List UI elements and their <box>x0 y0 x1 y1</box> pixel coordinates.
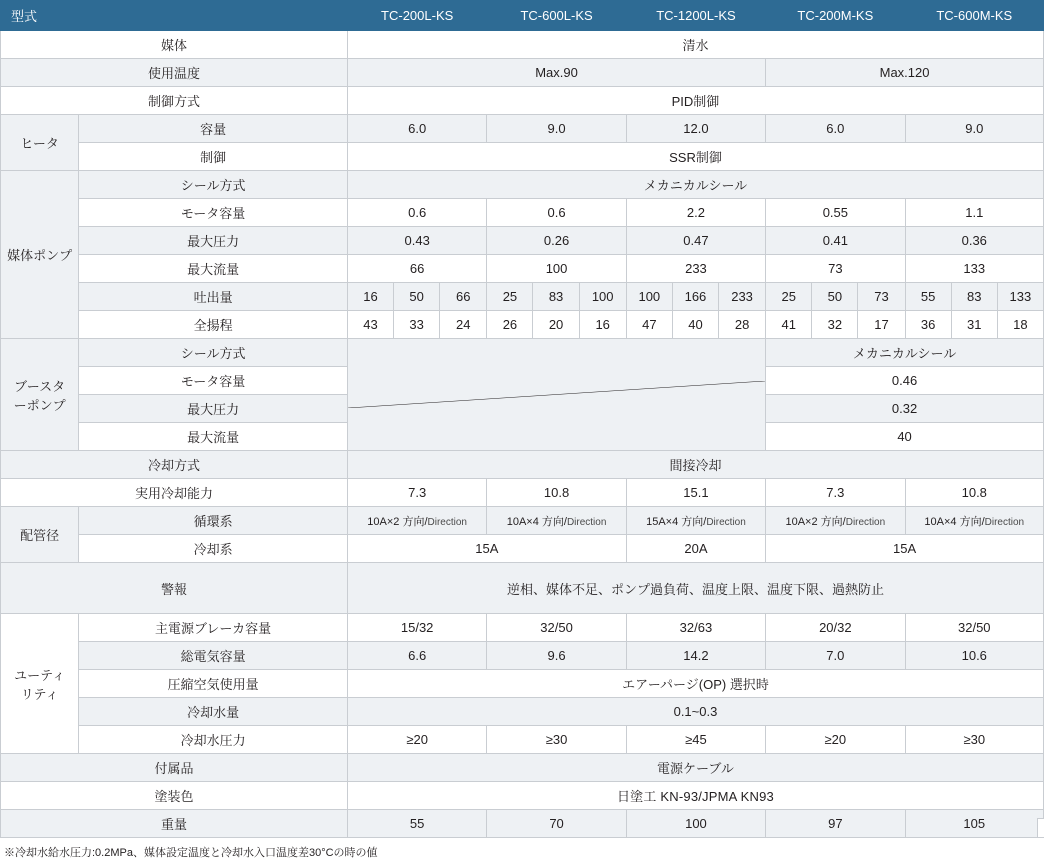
pump-discharge-4c: 73 <box>858 283 905 311</box>
row-label-pump-motor: モータ容量 <box>79 199 348 227</box>
pump-discharge-3b: 166 <box>672 283 718 311</box>
row-alarm <box>1 563 1044 614</box>
piping-size-5: 10A×4 方向/ <box>924 515 985 528</box>
pump-motor-1: 0.6 <box>347 199 486 227</box>
row-heater-control <box>1 143 1044 171</box>
row-utility-water-pressure <box>1 726 1044 754</box>
row-label-heater-control: 制御 <box>79 143 348 171</box>
pump-max-pressure-2: 0.26 <box>487 227 626 255</box>
cooling-capacity-1: 7.3 <box>347 479 486 507</box>
pump-motor-2: 0.6 <box>487 199 626 227</box>
value-alarm: 逆相、媒体不足、ポンプ過負荷、温度上限、温度下限、過熱防止 <box>347 563 1043 614</box>
weight-3: 100 <box>626 810 765 838</box>
row-label-piping-circulation: 循環系 <box>79 507 348 535</box>
row-paint-color <box>1 782 1044 810</box>
pump-motor-5: 1.1 <box>905 199 1043 227</box>
row-label-booster-max-flow: 最大流量 <box>79 423 348 451</box>
row-label-booster-motor: モータ容量 <box>79 367 348 395</box>
value-utility-water-volume: 0.1~0.3 <box>347 698 1043 726</box>
utility-label-line1: ユーティ <box>14 667 66 683</box>
pump-discharge-1c: 66 <box>440 283 487 311</box>
pump-discharge-3c: 233 <box>719 283 766 311</box>
pump-max-pressure-5: 0.36 <box>905 227 1043 255</box>
utility-label-line2: リティ <box>20 686 59 702</box>
row-label-pump-max-pressure: 最大圧力 <box>79 227 348 255</box>
booster-label-line1: ブースタ <box>14 378 66 394</box>
piping-circulation-2 <box>487 507 626 535</box>
row-piping-cooling <box>1 535 1044 563</box>
utility-breaker-1: 15/32 <box>347 614 486 642</box>
row-label-alarm: 警報 <box>1 563 348 614</box>
utility-total-power-3: 14.2 <box>626 642 765 670</box>
pump-motor-3: 2.2 <box>626 199 765 227</box>
header-model-1: TC-200L-KS <box>347 1 486 31</box>
pump-discharge-4a: 25 <box>766 283 812 311</box>
row-label-utility-air: 圧縮空気使用量 <box>79 670 348 698</box>
pump-motor-4: 0.55 <box>766 199 905 227</box>
weight-4: 97 <box>766 810 905 838</box>
value-pump-seal: メカニカルシール <box>347 171 1043 199</box>
pump-max-flow-2: 100 <box>487 255 626 283</box>
row-label-temperature: 使用温度 <box>1 59 348 87</box>
pump-discharge-1b: 50 <box>394 283 440 311</box>
header-model-4: TC-200M-KS <box>766 1 905 31</box>
piping-cooling-2: 20A <box>626 535 765 563</box>
pump-head-5a: 36 <box>905 311 951 339</box>
piping-size-2: 10A×4 方向/ <box>506 515 567 528</box>
group-label-piping: 配管径 <box>1 507 79 563</box>
value-paint-color: 日塗工 KN-93/JPMA KN93 <box>347 782 1043 810</box>
pump-discharge-2c: 100 <box>579 283 626 311</box>
row-label-pump-max-flow: 最大流量 <box>79 255 348 283</box>
piping-circulation-3 <box>626 507 765 535</box>
piping-dir-3: Direction <box>706 516 746 528</box>
value-temperature-l: Max.90 <box>347 59 765 87</box>
row-label-booster-seal: シール方式 <box>79 339 348 367</box>
piping-cooling-3: 15A <box>766 535 1044 563</box>
row-label-cooling-capacity: 実用冷却能力 <box>1 479 348 507</box>
row-control-method <box>1 87 1044 115</box>
pump-max-flow-5: 133 <box>905 255 1043 283</box>
value-booster-max-flow: 40 <box>766 423 1044 451</box>
footnote: ※冷却水給水圧力:0.2MPa、媒体設定温度と冷却水入口温度差30°Cの時の値 <box>4 847 378 859</box>
pump-discharge-4b: 50 <box>812 283 858 311</box>
pump-discharge-5b: 83 <box>951 283 997 311</box>
row-utility-total-power <box>1 642 1044 670</box>
header-model-label: 型式 <box>1 1 348 31</box>
pump-discharge-5c: 133 <box>997 283 1043 311</box>
pump-head-1a: 43 <box>347 311 393 339</box>
value-booster-max-pressure: 0.32 <box>766 395 1044 423</box>
piping-dir-2: Direction <box>566 516 607 528</box>
utility-breaker-4: 20/32 <box>766 614 905 642</box>
value-booster-seal: メカニカルシール <box>766 339 1044 367</box>
utility-water-pressure-2: ≥30 <box>487 726 626 754</box>
row-label-control-method: 制御方式 <box>1 87 348 115</box>
row-label-pump-seal: シール方式 <box>79 171 348 199</box>
piping-size-4: 10A×2 方向/ <box>785 515 846 528</box>
utility-breaker-5: 32/50 <box>905 614 1043 642</box>
value-temperature-m: Max.120 <box>766 59 1044 87</box>
value-control-method: PID制御 <box>347 87 1043 115</box>
pump-head-3a: 47 <box>626 311 672 339</box>
pump-head-4c: 17 <box>858 311 905 339</box>
row-label-booster-max-pressure: 最大圧力 <box>79 395 348 423</box>
piping-dir-1: Direction <box>427 516 467 528</box>
weight-2: 70 <box>487 810 626 838</box>
utility-breaker-3: 32/63 <box>626 614 765 642</box>
cooling-capacity-3: 15.1 <box>626 479 765 507</box>
piping-circulation-5 <box>905 507 1043 535</box>
utility-total-power-2: 9.6 <box>487 642 626 670</box>
row-pump-head <box>1 311 1044 339</box>
pump-head-3b: 40 <box>672 311 718 339</box>
row-pump-seal <box>1 171 1044 199</box>
row-temperature <box>1 59 1044 87</box>
weight-5: 105 <box>905 810 1043 838</box>
pump-head-5c: 18 <box>997 311 1043 339</box>
row-label-paint-color: 塗装色 <box>1 782 348 810</box>
row-medium <box>1 31 1044 59</box>
heater-capacity-3: 12.0 <box>626 115 765 143</box>
utility-total-power-4: 7.0 <box>766 642 905 670</box>
not-applicable-diagonal <box>347 339 765 451</box>
page-edge-marker <box>1037 818 1044 838</box>
row-label-pump-head: 全揚程 <box>79 311 348 339</box>
row-pump-motor <box>1 199 1044 227</box>
header-model-2: TC-600L-KS <box>487 1 626 31</box>
heater-capacity-5: 9.0 <box>905 115 1043 143</box>
group-label-heater: ヒータ <box>1 115 79 171</box>
piping-size-3: 15A×4 方向/ <box>646 515 707 528</box>
utility-water-pressure-3: ≥45 <box>626 726 765 754</box>
row-label-utility-total-power: 総電気容量 <box>79 642 348 670</box>
value-medium: 清水 <box>347 31 1043 59</box>
piping-dir-4: Direction <box>845 516 886 528</box>
row-label-utility-breaker: 主電源ブレーカ容量 <box>79 614 348 642</box>
row-label-piping-cooling: 冷却系 <box>79 535 348 563</box>
pump-max-flow-3: 233 <box>626 255 765 283</box>
utility-water-pressure-5: ≥30 <box>905 726 1043 754</box>
group-label-medium-pump: 媒体ポンプ <box>1 171 79 339</box>
utility-total-power-1: 6.6 <box>347 642 486 670</box>
utility-water-pressure-1: ≥20 <box>347 726 486 754</box>
pump-discharge-5a: 55 <box>905 283 951 311</box>
pump-head-1b: 33 <box>394 311 440 339</box>
pump-max-flow-4: 73 <box>766 255 905 283</box>
row-cooling-capacity <box>1 479 1044 507</box>
row-utility-water-volume <box>1 698 1044 726</box>
cooling-capacity-4: 7.3 <box>766 479 905 507</box>
pump-discharge-2b: 83 <box>533 283 579 311</box>
value-booster-motor: 0.46 <box>766 367 1044 395</box>
pump-max-pressure-3: 0.47 <box>626 227 765 255</box>
pump-head-2c: 16 <box>579 311 626 339</box>
group-label-utility <box>1 614 79 754</box>
pump-max-pressure-4: 0.41 <box>766 227 905 255</box>
row-pump-max-flow <box>1 255 1044 283</box>
booster-label-line2: ーポンプ <box>13 397 66 413</box>
heater-capacity-2: 9.0 <box>487 115 626 143</box>
value-accessory: 電源ケーブル <box>347 754 1043 782</box>
heater-capacity-4: 6.0 <box>766 115 905 143</box>
row-accessory <box>1 754 1044 782</box>
row-label-utility-water-volume: 冷却水量 <box>79 698 348 726</box>
heater-capacity-1: 6.0 <box>347 115 486 143</box>
pump-head-4b: 32 <box>812 311 858 339</box>
pump-head-2b: 20 <box>533 311 579 339</box>
pump-head-3c: 28 <box>719 311 766 339</box>
pump-discharge-1a: 16 <box>347 283 393 311</box>
pump-discharge-3a: 100 <box>626 283 672 311</box>
row-booster-seal <box>1 339 1044 367</box>
piping-circulation-1 <box>347 507 486 535</box>
row-pump-max-pressure <box>1 227 1044 255</box>
cooling-capacity-5: 10.8 <box>905 479 1043 507</box>
pump-max-flow-1: 66 <box>347 255 486 283</box>
row-label-medium: 媒体 <box>1 31 348 59</box>
weight-1: 55 <box>347 810 486 838</box>
cooling-capacity-2: 10.8 <box>487 479 626 507</box>
pump-head-5b: 31 <box>951 311 997 339</box>
value-cooling-method: 間接冷却 <box>347 451 1043 479</box>
row-label-heater-capacity: 容量 <box>79 115 348 143</box>
table-header-row <box>1 1 1044 31</box>
pump-discharge-2a: 25 <box>487 283 533 311</box>
row-cooling-method <box>1 451 1044 479</box>
row-label-pump-discharge: 吐出量 <box>79 283 348 311</box>
row-label-utility-water-pressure: 冷却水圧力 <box>79 726 348 754</box>
row-heater-capacity <box>1 115 1044 143</box>
row-label-cooling-method: 冷却方式 <box>1 451 348 479</box>
pump-head-1c: 24 <box>440 311 487 339</box>
piping-size-1: 10A×2 方向/ <box>367 515 428 528</box>
group-label-booster-pump <box>1 339 79 451</box>
pump-head-2a: 26 <box>487 311 533 339</box>
value-utility-air: エアーパージ(OP) 選択時 <box>347 670 1043 698</box>
piping-cooling-1: 15A <box>347 535 626 563</box>
row-utility-air <box>1 670 1044 698</box>
row-piping-circulation <box>1 507 1044 535</box>
row-label-accessory: 付属品 <box>1 754 348 782</box>
row-label-weight: 重量 <box>1 810 348 838</box>
row-pump-discharge <box>1 283 1044 311</box>
row-utility-breaker <box>1 614 1044 642</box>
utility-total-power-5: 10.6 <box>905 642 1043 670</box>
value-heater-control: SSR制御 <box>347 143 1043 171</box>
header-model-3: TC-1200L-KS <box>626 1 765 31</box>
utility-water-pressure-4: ≥20 <box>766 726 905 754</box>
pump-head-4a: 41 <box>766 311 812 339</box>
piping-dir-5: Direction <box>984 516 1025 528</box>
header-model-5: TC-600M-KS <box>905 1 1043 31</box>
utility-breaker-2: 32/50 <box>487 614 626 642</box>
piping-circulation-4 <box>766 507 905 535</box>
pump-max-pressure-1: 0.43 <box>347 227 486 255</box>
row-weight <box>1 810 1044 838</box>
